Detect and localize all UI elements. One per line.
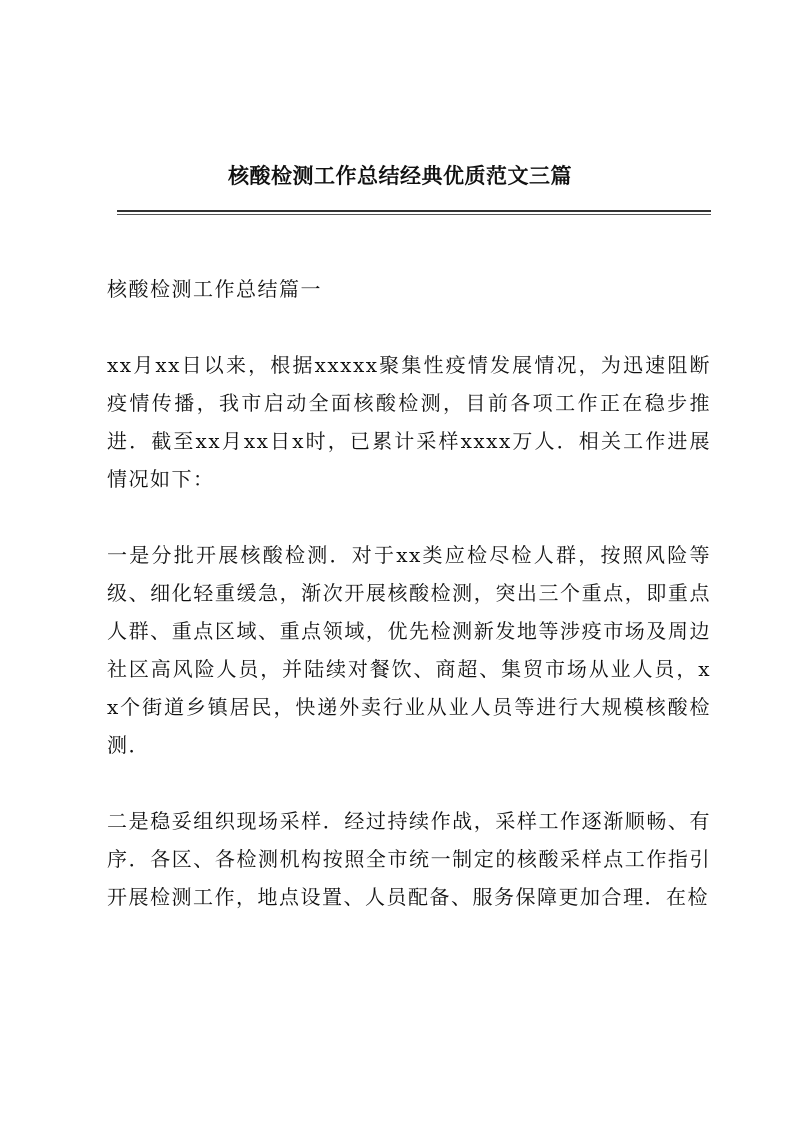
paragraph-point-two: 二是稳妥组织现场采样．经过持续作战，采样工作逐渐顺畅、有序．各区、各检测机构按照全市统一制定的核酸采样点工作指引开展检测工作，地点设置、人员配备、服务保障更加合理．在检	[107, 809, 711, 909]
title-divider-thick	[117, 210, 711, 212]
paragraph-point-one: 一是分批开展核酸检测．对于xx类应检尽检人群，按照风险等级、细化轻重缓急，渐次开展核酸检测，突出三个重点，即重点人群、重点区域、重点领域，优先检测新发地等涉疫市场及周边社区高风险人员，并陆续对餐饮、商超、集贸市场从业人员，xx个街道乡镇居民，快递外卖行业从业人员等进行大规模核酸检测．	[107, 543, 711, 757]
title-divider-thin	[117, 214, 711, 215]
document-body	[107, 270, 711, 954]
document-title: 核酸检测工作总结经典优质范文三篇	[228, 163, 572, 188]
paragraph-intro: xx月xx日以来，根据xxxxx聚集性疫情发展情况，为迅速阻断疫情传播，我市启动全面核酸检测，目前各项工作正在稳步推进．截至xx月xx日x时，已累计采样xxxx万人．相关工作进展情况如下：	[107, 353, 711, 491]
section-heading: 核酸检测工作总结篇一	[107, 277, 322, 301]
